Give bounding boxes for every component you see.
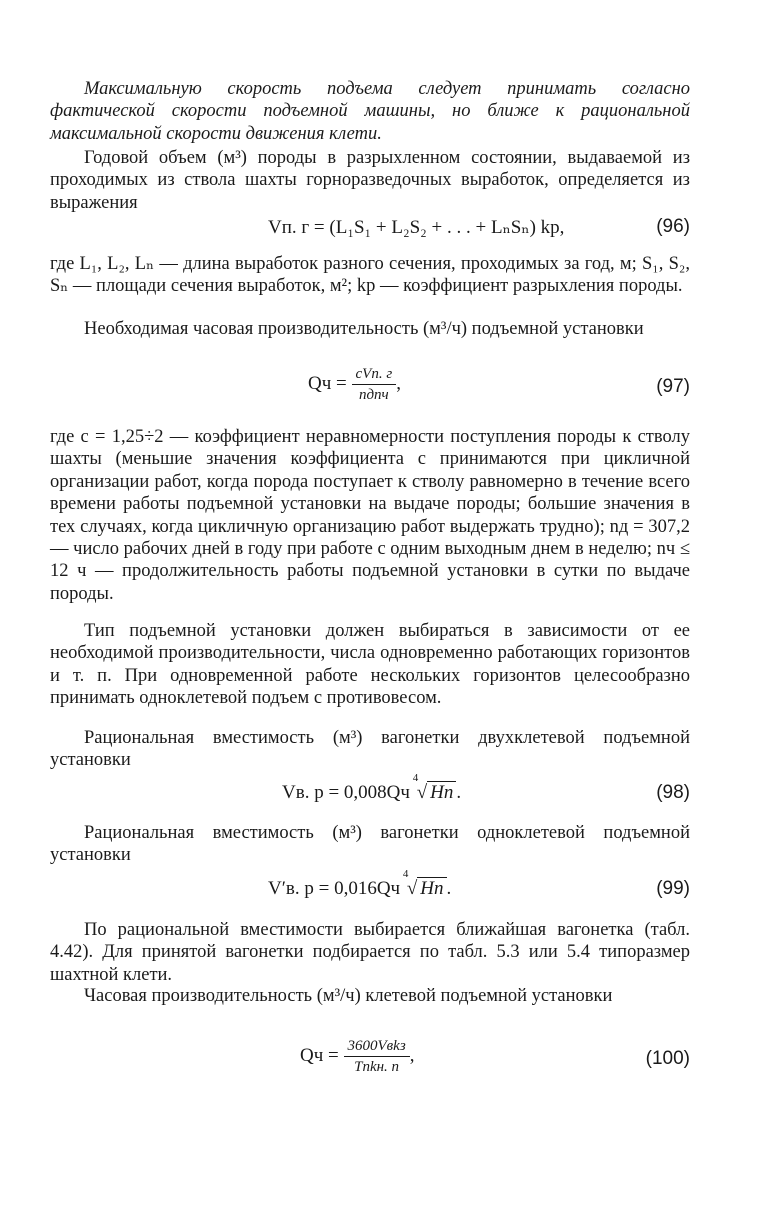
formula-lhs: Qч = [300, 1044, 339, 1066]
paragraph-where-coefficient [50, 426, 690, 605]
fraction-numerator: cVп. г [352, 364, 397, 385]
paragraph-max-speed [50, 78, 690, 145]
paragraph-text: Часовая производительность (м³/ч) клетевой подъемной установки [84, 986, 613, 1006]
formula-tail: . [446, 878, 452, 899]
formula-100 [50, 1036, 690, 1086]
formula-tail: , [396, 372, 401, 394]
paragraph-text: где L₁, L₂, Lₙ — длина выработок разного сечения, проходимых за год, м; S₁, S₂, Sₙ — площади сечения выработок, м²; kр — коэффициент разрыхления породы. [50, 254, 690, 297]
paragraph-text: По рациональной вместимости выбирается ближайшая вагонетка (табл. 4.42). Для принятой вагонетки подбирается по табл. 5.3 или 5.4 типоразмер шахтной клети. [50, 920, 690, 985]
fraction [352, 364, 397, 405]
root-index: 4 [412, 772, 419, 784]
paragraph-where-lengths [50, 253, 690, 298]
fraction [344, 1036, 410, 1077]
paragraph-text: Рациональная вместимость (м³) вагонетки одноклетевой подъемной установки [50, 823, 690, 866]
formula-tail: . [456, 782, 462, 803]
formula-expression [300, 1036, 414, 1077]
formula-tail: , [409, 1044, 415, 1066]
formula-lhs: Qч = [308, 372, 347, 394]
paragraph-hoist-type [50, 620, 690, 710]
formula-lhs: Vв. р = 0,008Qч [282, 782, 410, 803]
formula-expression [308, 364, 401, 405]
root-index: 4 [402, 868, 409, 880]
paragraph-wagon-selection [50, 919, 690, 986]
paragraph-text: Годовой объем (м³) породы в разрыхленном состоянии, выдаваемой из проходимых из ствола шахты горноразведочных выработок, определяется из выражения [50, 148, 690, 213]
formula-lhs: V′в. р = 0,016Qч [268, 878, 401, 899]
formula-expression [268, 868, 452, 900]
formula-number: (96) [656, 216, 690, 237]
formula-97 [50, 364, 690, 414]
formula-expression [282, 772, 462, 804]
fraction-denominator: Tпkн. п [354, 1059, 400, 1075]
formula-number: (100) [645, 1048, 690, 1069]
fraction-numerator: 3600Vвkз [344, 1036, 410, 1057]
root-radicand: Hп [417, 877, 446, 899]
paragraph-rational-capacity-double [50, 727, 690, 772]
fraction-denominator: nдnч [358, 387, 389, 403]
formula-number: (97) [656, 376, 690, 397]
fourth-root: 4 √ Hп [415, 782, 457, 804]
paragraph-cage-capacity [50, 985, 690, 1007]
paragraph-text: Тип подъемной установки должен выбираться в зависимости от ее необходимой производительности, числа одновременно работающих горизонтов и т. п. При одновременной работе нескольких горизонтов целесообразно принимать одноклетевой подъем с противовесом. [50, 621, 690, 709]
paragraph-annual-volume [50, 147, 690, 214]
paragraph-text: Необходимая часовая производительность (м³/ч) подъемной установки [84, 319, 644, 339]
paragraph-rational-capacity-single [50, 822, 690, 867]
formula-number: (98) [656, 782, 690, 803]
paragraph-text: Рациональная вместимость (м³) вагонетки двухклетевой подъемной установки [50, 728, 690, 771]
paragraph-text: где с = 1,25÷2 — коэффициент неравномерности поступления породы к стволу шахты (меньшие значения коэффициента с принимаются при цикличной организации работ, когда порода поступает к стволу равномерно в течение всего времени работы подъемной установки на выдаче породы; большие значения в тех случаях, когда цикличную организацию работ выдержать трудно); nд = 307,2 — число рабочих дней в году при работе с одним выходным днем в неделю; nч ≤ 12 ч — продолжительность работы подъемной установки в сутки по выдаче породы. [50, 427, 690, 604]
fourth-root: 4 √ Hп [405, 878, 447, 900]
paragraph-hourly-capacity [50, 318, 690, 340]
root-radicand: Hп [427, 781, 456, 803]
paragraph-text: Максимальную скорость подъема следует принимать согласно фактической скорости подъемной машины, но ближе к рациональной максимальной скорости движения клети. [50, 79, 690, 144]
formula-number: (99) [656, 878, 690, 899]
formula-expression: Vп. г = (L₁S₁ + L₂S₂ + . . . + LₙSₙ) kр, [268, 217, 565, 238]
